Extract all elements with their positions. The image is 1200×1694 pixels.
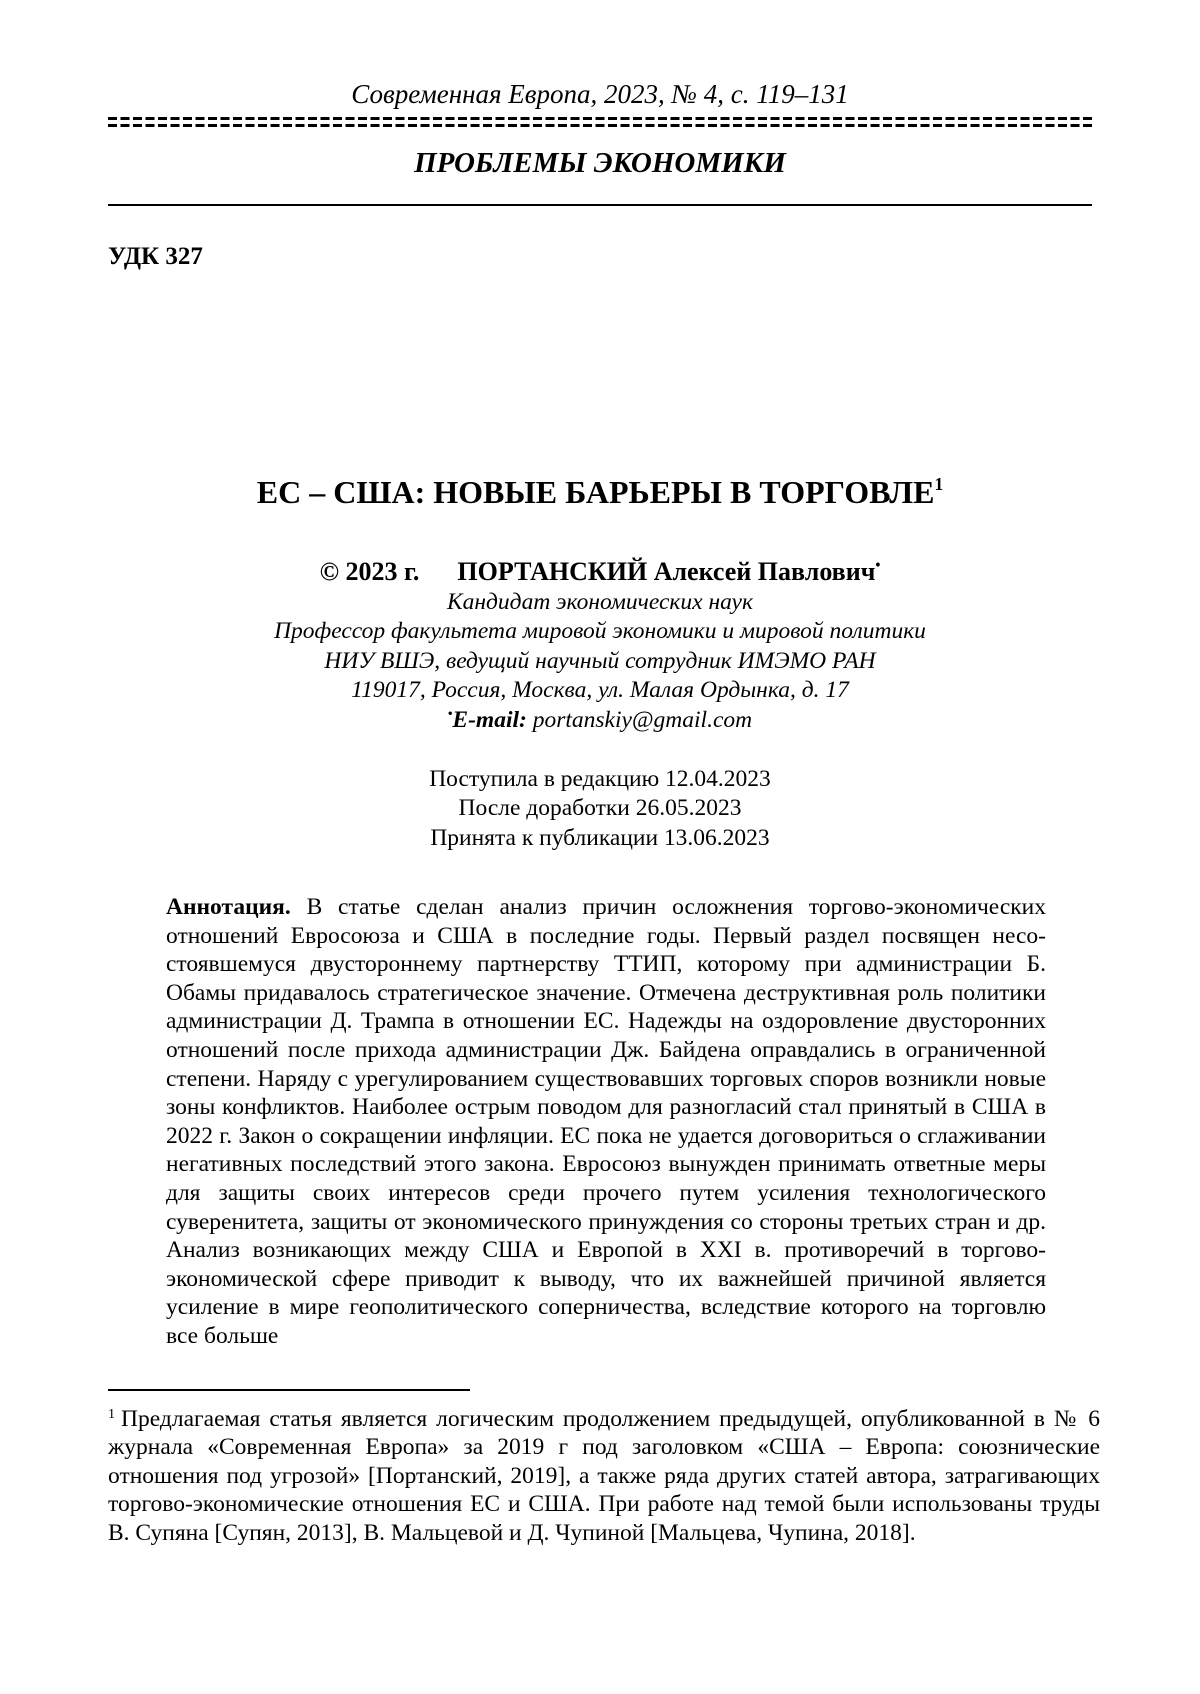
title-footnote-mark[interactable]: 1	[934, 473, 944, 494]
section-rule	[108, 204, 1092, 206]
date-revised: После доработки 26.05.2023	[458, 795, 742, 822]
author-position-line2: НИУ ВШЭ, ведущий научный сотрудник ИМЭМО РАН	[324, 647, 876, 674]
date-accepted: Принята к публикации 13.06.2023	[430, 824, 770, 851]
footnote-1	[108, 1405, 1100, 1547]
author-name-text: ПОРТАНСКИЙ Алексей Павлович	[457, 557, 876, 586]
abstract-label: Аннотация.	[166, 894, 291, 920]
email-label: E-mail:	[452, 706, 527, 733]
section-heading: ПРОБЛЕМЫ ЭКОНОМИКИ	[414, 147, 786, 179]
footnote-text: Предлагаемая статья является логическим продолжением предыдущей, опубликованной в № 6 журнала «Современная Европа» за 2019 г под заголовком «США – Европа: союзнические отношения под угрозой» [Портанский, 2019], а также ряда других статей автора, затрагивающих торгово-экономические отношения ЕС и США. При работе над темой были использованы труды В. Супяна [Супян, 2013], В. Мальцевой и Д. Чупиной [Мальцева, Чупина, 2018].	[108, 1406, 1100, 1546]
header-double-rule-bottom	[108, 124, 1092, 127]
author-email-row	[108, 706, 1092, 735]
author-name-mark: •	[875, 557, 881, 574]
author-address: 119017, Россия, Москва, ул. Малая Ордынка, д. 17	[351, 677, 849, 704]
footnote-rule	[108, 1389, 470, 1391]
abstract	[166, 893, 1046, 1351]
running-head: Современная Европа, 2023, № 4, с. 119–131	[351, 79, 849, 109]
abstract-text: В статье сделан анализ причин осложнения торгово-экономических отношений Евросоюза и США в последние годы. Первый раздел посвящен несостоявшемуся двустороннему партнерству ТТИП, которому при администрации Б. Обамы придавалось стратегическое значение. Отмечена деструктивная роль политики администрации Д. Трампа в отношении ЕС. Надежды на оздоровление двусторонних отношений после прихода администрации Дж. Байдена оправдались в ограниченной степени. Наряду с урегулированием существовавших торговых споров возникли новые зоны конфликтов. Наиболее острым поводом для разногласий стал принятый в США в 2022 г. Закон о сокращении инфляции. ЕС пока не удается договориться о сглаживании негативных последствий этого закона. Евросоюз вынужден принимать ответные меры для защиты своих интересов среди прочего путем усиления технологического суверенитета, защиты от экономического принуждения со стороны третьих стран и др. Анализ возникающих между США и Европой в XXI в. противоречий в торгово-экономической сфере приводит к выводу, что их важнейшей причиной является усиление в мире геополитического соперничества, вследствие которого на торговлю все больше	[166, 894, 1046, 1349]
email-mark: •	[447, 704, 453, 720]
author-degree: Кандидат экономических наук	[447, 589, 753, 615]
author-position-line1: Профессор факультета мировой экономики и мировой политики	[274, 618, 926, 645]
date-received: Поступила в редакцию 12.04.2023	[429, 766, 771, 792]
article-title-text: ЕС – США: НОВЫЕ БАРЬЕРЫ В ТОРГОВЛЕ	[256, 474, 935, 510]
footnote-mark: 1	[108, 1405, 116, 1422]
author-line	[108, 556, 1092, 588]
author-info	[108, 588, 1092, 735]
article-title	[108, 472, 1092, 512]
editorial-dates	[108, 765, 1092, 853]
copyright-year: © 2023 г.	[319, 557, 420, 586]
author-name	[457, 557, 880, 586]
email-link[interactable]: portanskiy@gmail.com	[532, 706, 753, 733]
header-double-rule-top	[108, 117, 1092, 120]
udc-code: УДК 327	[108, 243, 203, 270]
